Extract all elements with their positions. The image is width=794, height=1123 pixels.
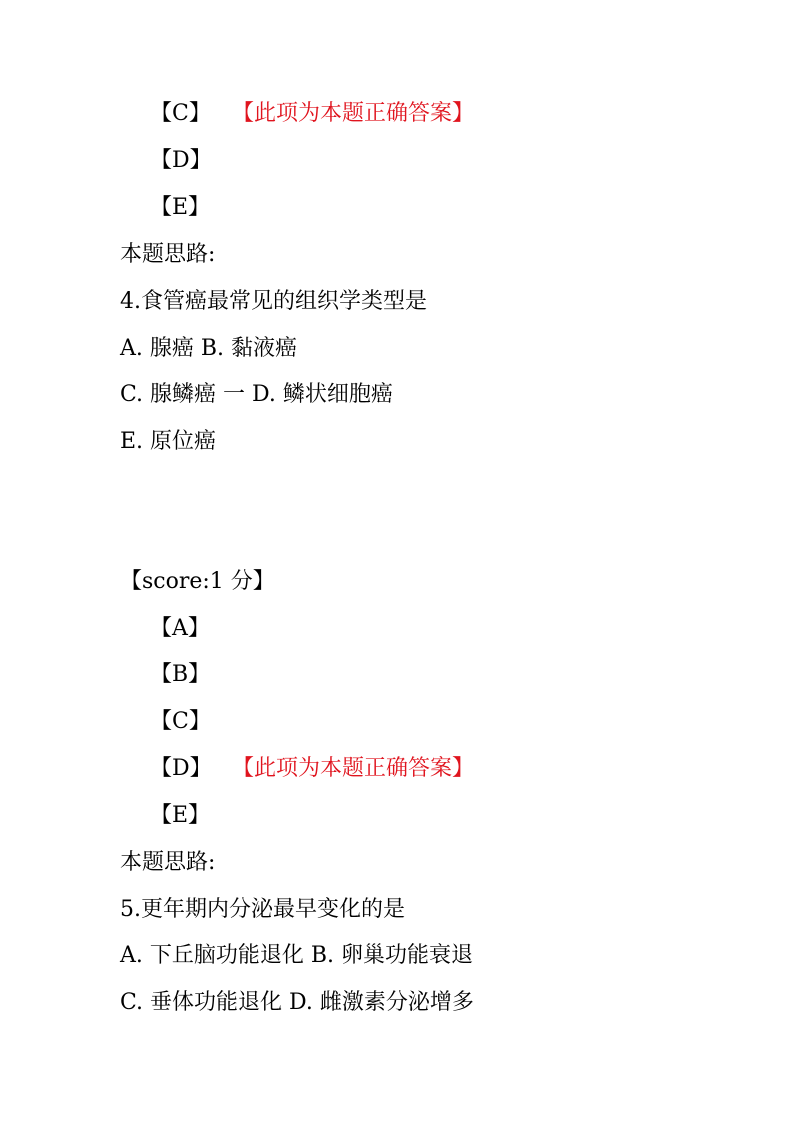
question-4-choices-line-3: E. 原位癌 bbox=[120, 429, 217, 454]
question-5-choices-line-2: C. 垂体功能退化 D. 雌激素分泌增多 bbox=[120, 990, 474, 1015]
option-e-label: 【E】 bbox=[150, 803, 211, 828]
question-4-choices-line-2: C. 腺鳞癌 一 D. 鳞状细胞癌 bbox=[120, 382, 393, 407]
option-e-label: 【E】 bbox=[150, 195, 211, 220]
question-4-choices-line-1: A. 腺癌 B. 黏液癌 bbox=[120, 336, 298, 361]
correct-answer-tag: 【此项为本题正确答案】 bbox=[232, 756, 475, 781]
explanation-label: 本题思路: bbox=[120, 242, 216, 267]
question-5-choices-line-1: A. 下丘脑功能退化 B. 卵巢功能衰退 bbox=[120, 943, 474, 968]
explanation-label: 本题思路: bbox=[120, 850, 216, 875]
question-4-stem: 4.食管癌最常见的组织学类型是 bbox=[120, 289, 427, 314]
option-a-label: 【A】 bbox=[150, 616, 210, 641]
option-d-label: 【D】 bbox=[150, 756, 212, 781]
option-b-label: 【B】 bbox=[150, 662, 211, 687]
option-c-label: 【C】 bbox=[150, 101, 211, 126]
question-4-score: 【score:1 分】 bbox=[120, 569, 275, 594]
question-5-stem: 5.更年期内分泌最早变化的是 bbox=[120, 897, 405, 922]
option-c-label: 【C】 bbox=[150, 709, 211, 734]
correct-answer-tag: 【此项为本题正确答案】 bbox=[232, 101, 475, 126]
option-d-label: 【D】 bbox=[150, 148, 212, 173]
